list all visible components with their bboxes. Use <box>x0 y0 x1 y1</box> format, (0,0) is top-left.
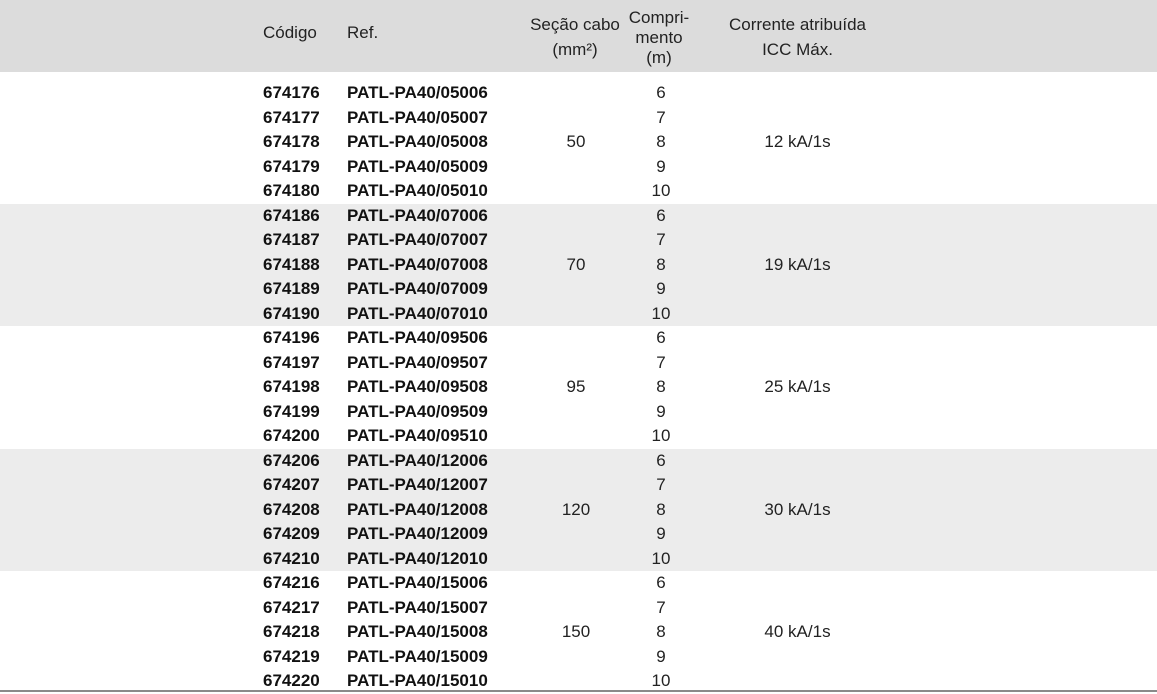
table-row <box>0 645 1157 670</box>
row-length: 6 <box>656 83 666 102</box>
row-code: 674177 <box>263 107 320 127</box>
row-code: 674196 <box>263 328 320 347</box>
row-ref: PATL-PA40/12009 <box>347 524 488 543</box>
row-ref: PATL-PA40/05009 <box>347 156 488 176</box>
row-length: 8 <box>656 254 666 274</box>
row-ref: PATL-PA40/07008 <box>347 254 488 274</box>
row-code: 674198 <box>263 377 320 396</box>
table-row <box>0 130 1157 155</box>
row-length: 9 <box>656 646 666 666</box>
row-code: 674206 <box>263 450 320 470</box>
table-header <box>0 0 1157 72</box>
row-code: 674197 <box>263 352 320 372</box>
row-length: 10 <box>651 181 671 200</box>
row-code: 674179 <box>263 156 320 176</box>
row-ref: PATL-PA40/09507 <box>347 352 488 372</box>
header-section-line2: (mm²) <box>552 40 598 59</box>
row-length: 8 <box>656 132 666 151</box>
table-row <box>0 424 1157 449</box>
row-length: 6 <box>656 205 666 225</box>
row-code: 674186 <box>263 205 320 225</box>
table-row <box>0 326 1157 351</box>
row-ref: PATL-PA40/15009 <box>347 646 488 666</box>
table-row <box>0 228 1157 253</box>
row-ref: PATL-PA40/12006 <box>347 450 488 470</box>
header-length-line2: mento <box>635 28 683 47</box>
row-code: 674220 <box>263 671 320 690</box>
row-ref: PATL-PA40/15008 <box>347 622 488 641</box>
table-row <box>0 81 1157 106</box>
row-ref: PATL-PA40/07006 <box>347 205 488 225</box>
row-code: 674208 <box>263 499 320 519</box>
row-ref: PATL-PA40/09510 <box>347 426 488 445</box>
row-code: 674216 <box>263 573 320 592</box>
row-ref: PATL-PA40/15010 <box>347 671 488 690</box>
table-row <box>0 498 1157 523</box>
row-ref: PATL-PA40/09506 <box>347 328 488 347</box>
group-section: 95 <box>566 377 586 396</box>
group-section: 120 <box>561 499 591 519</box>
table-row <box>0 473 1157 498</box>
row-ref: PATL-PA40/09508 <box>347 377 488 396</box>
header-current-line1: Corrente atribuída <box>728 15 867 34</box>
row-length: 6 <box>656 328 666 347</box>
row-length: 9 <box>656 156 666 176</box>
table-row <box>0 620 1157 645</box>
row-length: 9 <box>656 401 666 421</box>
row-length: 8 <box>656 377 666 396</box>
table-row <box>0 302 1157 327</box>
row-length: 7 <box>656 352 666 372</box>
row-ref: PATL-PA40/07007 <box>347 230 488 249</box>
row-group <box>0 571 1157 694</box>
group-current: 19 kA/1s <box>764 254 831 274</box>
row-ref: PATL-PA40/05010 <box>347 181 488 200</box>
header-length-line1: Compri- <box>628 8 690 27</box>
row-length: 10 <box>651 303 671 323</box>
table-row <box>0 449 1157 474</box>
row-code: 674189 <box>263 279 320 298</box>
table-row <box>0 596 1157 621</box>
table-row <box>0 106 1157 131</box>
row-ref: PATL-PA40/07010 <box>347 303 488 323</box>
row-ref: PATL-PA40/15007 <box>347 597 488 617</box>
row-length: 9 <box>656 279 666 298</box>
group-current: 30 kA/1s <box>764 499 831 519</box>
row-code: 674180 <box>263 181 320 200</box>
row-code: 674207 <box>263 475 320 494</box>
group-current: 12 kA/1s <box>764 132 831 151</box>
row-code: 674218 <box>263 622 320 641</box>
row-ref: PATL-PA40/05008 <box>347 132 488 151</box>
row-code: 674188 <box>263 254 320 274</box>
header-length-line3: (m) <box>646 48 672 67</box>
row-length: 10 <box>651 426 671 445</box>
row-ref: PATL-PA40/05006 <box>347 83 488 102</box>
row-code: 674176 <box>263 83 320 102</box>
row-length: 8 <box>656 622 666 641</box>
table-row <box>0 204 1157 229</box>
table-row <box>0 155 1157 180</box>
row-length: 10 <box>651 671 671 690</box>
row-length: 9 <box>656 524 666 543</box>
row-group <box>0 326 1157 449</box>
group-section: 50 <box>566 132 586 151</box>
header-section-line1: Seção cabo <box>530 15 620 34</box>
table-row <box>0 351 1157 376</box>
row-ref: PATL-PA40/07009 <box>347 279 488 298</box>
table-row <box>0 179 1157 204</box>
row-code: 674190 <box>263 303 320 323</box>
row-ref: PATL-PA40/12007 <box>347 475 488 494</box>
row-length: 6 <box>656 573 666 592</box>
group-current: 25 kA/1s <box>764 377 831 396</box>
table-row <box>0 400 1157 425</box>
group-current: 40 kA/1s <box>764 622 831 641</box>
table-row <box>0 547 1157 572</box>
header-ref: Ref. <box>347 23 379 42</box>
header-code: Código <box>263 23 317 42</box>
group-section: 70 <box>566 254 586 274</box>
row-length: 7 <box>656 475 666 494</box>
row-code: 674187 <box>263 230 320 249</box>
header-current-line2: ICC Máx. <box>762 40 833 59</box>
row-length: 7 <box>656 597 666 617</box>
row-code: 674200 <box>263 426 320 445</box>
row-code: 674219 <box>263 646 320 666</box>
table-row <box>0 375 1157 400</box>
row-code: 674178 <box>263 132 320 151</box>
table-row <box>0 571 1157 596</box>
row-group <box>0 81 1157 204</box>
row-group <box>0 204 1157 327</box>
row-group <box>0 449 1157 572</box>
row-ref: PATL-PA40/05007 <box>347 107 488 127</box>
row-length: 7 <box>656 107 666 127</box>
row-length: 8 <box>656 499 666 519</box>
table-row <box>0 277 1157 302</box>
row-length: 7 <box>656 230 666 249</box>
row-code: 674199 <box>263 401 320 421</box>
row-ref: PATL-PA40/12010 <box>347 548 488 568</box>
table-row <box>0 522 1157 547</box>
row-code: 674217 <box>263 597 320 617</box>
group-section: 150 <box>561 622 591 641</box>
row-ref: PATL-PA40/15006 <box>347 573 488 592</box>
row-length: 10 <box>651 548 671 568</box>
row-length: 6 <box>656 450 666 470</box>
row-ref: PATL-PA40/09509 <box>347 401 488 421</box>
row-code: 674210 <box>263 548 320 568</box>
row-code: 674209 <box>263 524 320 543</box>
table-row <box>0 253 1157 278</box>
row-ref: PATL-PA40/12008 <box>347 499 488 519</box>
